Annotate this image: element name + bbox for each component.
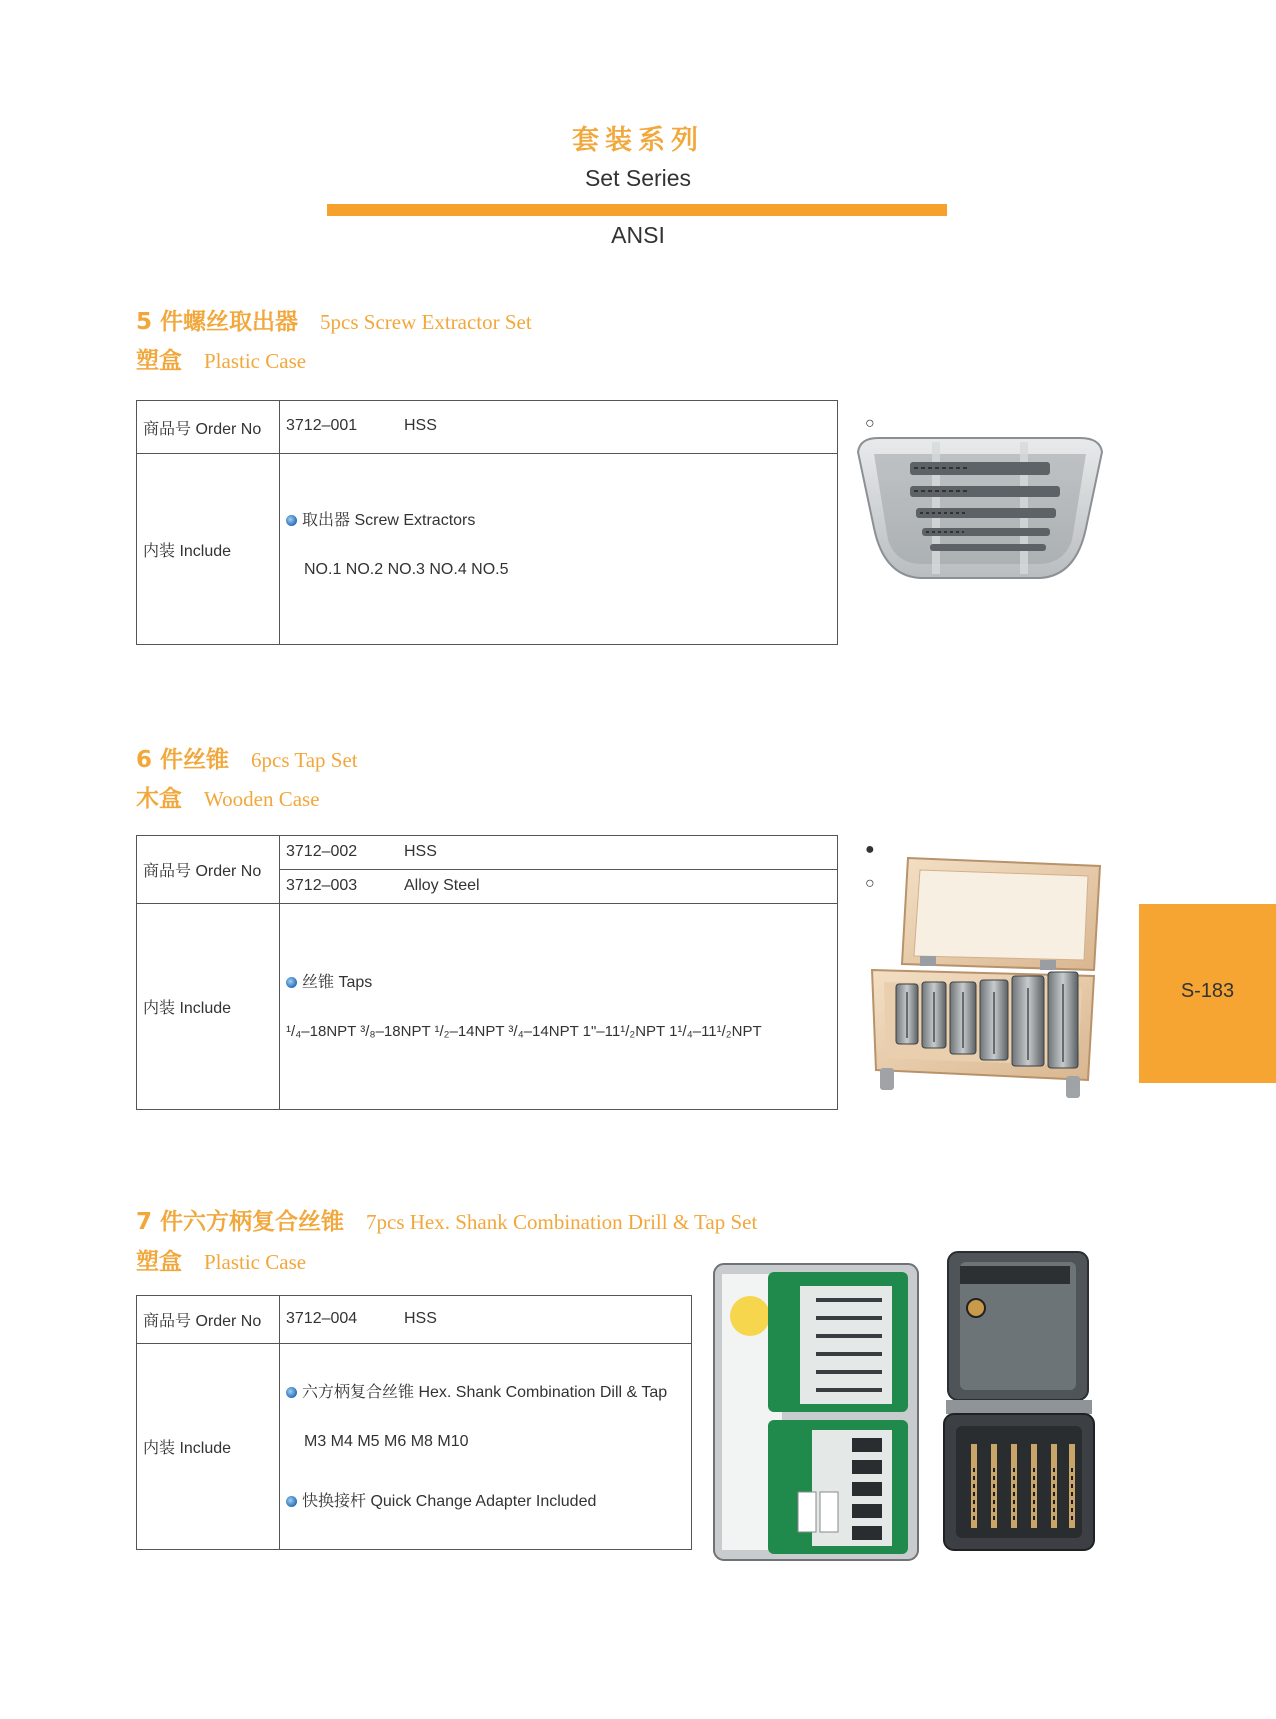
order-row [280, 1296, 691, 1343]
availability-mark: ○ [865, 415, 875, 432]
section-3-case-cn: 塑盒 [136, 1249, 182, 1275]
order-material: HSS [404, 417, 437, 434]
include-line: ¹/₄–18NPT ³/₈–18NPT ¹/₂–14NPT ³/₄–14NPT 1"–11¹/₂NPT 1¹/₄–11¹/₂NPT [286, 1023, 762, 1040]
bullet-icon [286, 977, 297, 988]
section-1-case-en: Plastic Case [204, 349, 307, 373]
section-1-spec-table [136, 400, 875, 645]
order-material: HSS [404, 1310, 437, 1327]
order-code: 3712–001 [286, 417, 358, 434]
page-number: S-183 [1180, 980, 1235, 1002]
section-1-case-cn: 塑盒 [136, 348, 182, 374]
order-no-label: 商品号 Order No [137, 401, 280, 454]
screw-extractor-case-image [850, 428, 1108, 588]
section-1-name-en: 5pcs Screw Extractor Set [320, 310, 532, 334]
include-cell [280, 1344, 691, 1549]
section-1-heading [136, 303, 532, 336]
order-row [280, 836, 875, 869]
title-divider-bar [327, 204, 947, 216]
section-2-heading [136, 741, 358, 774]
availability-mark: ○ [865, 875, 875, 892]
order-row [280, 401, 875, 453]
section-3-name-cn: 7 件六方柄复合丝锥 [136, 1209, 345, 1235]
include-line: 快换接杆 Quick Change Adapter Included [286, 1488, 596, 1511]
order-material: HSS [404, 843, 437, 860]
section-2-name-en: 6pcs Tap Set [251, 748, 358, 772]
page-title-en: Set Series [584, 165, 692, 191]
section-3-case [136, 1243, 306, 1276]
include-label: 内装 Include [137, 1344, 280, 1550]
section-3-spec-table [136, 1295, 692, 1550]
section-2-spec-table [136, 835, 875, 1110]
section-2-case-cn: 木盒 [136, 786, 182, 812]
include-line: NO.1 NO.2 NO.3 NO.4 NO.5 [304, 561, 509, 578]
section-3-case-en: Plastic Case [204, 1250, 307, 1274]
include-line: 六方柄复合丝锥 Hex. Shank Combination Dill & Tap [286, 1379, 667, 1402]
drill-tap-black-case-image [940, 1248, 1096, 1554]
bullet-icon [286, 515, 297, 526]
include-label: 内装 Include [137, 904, 280, 1110]
section-2-case-en: Wooden Case [204, 787, 320, 811]
bullet-icon [286, 1387, 297, 1398]
section-2-case [136, 780, 320, 813]
include-line: M3 M4 M5 M6 M8 M10 [304, 1433, 469, 1450]
section-2-name-cn: 6 件丝锥 [136, 747, 230, 773]
include-cell [280, 454, 837, 644]
include-line: 取出器 Screw Extractors [286, 507, 475, 530]
section-1-case [136, 342, 306, 375]
include-cell [280, 904, 837, 1109]
order-no-label: 商品号 Order No [137, 1296, 280, 1344]
order-material: Alloy Steel [404, 877, 480, 894]
tap-set-wooden-case-image [862, 852, 1102, 1102]
bullet-icon [286, 1496, 297, 1507]
section-1-name-cn: 5 件螺丝取出器 [136, 309, 299, 335]
order-code: 3712–004 [286, 1310, 358, 1327]
standard-subtitle: ANSI [611, 222, 665, 248]
order-code: 3712–003 [286, 877, 358, 894]
availability-mark: ● [865, 841, 875, 858]
include-line: 丝锥 Taps [286, 969, 372, 992]
page-title-cn: 套装系列 [572, 125, 704, 156]
section-3-heading [136, 1203, 757, 1236]
section-3-name-en: 7pcs Hex. Shank Combination Drill & Tap Set [366, 1210, 758, 1234]
include-label: 内装 Include [137, 454, 280, 645]
drill-tap-green-case-image [712, 1260, 922, 1566]
order-no-label: 商品号 Order No [137, 836, 280, 904]
order-row [280, 870, 875, 903]
order-code: 3712–002 [286, 843, 358, 860]
